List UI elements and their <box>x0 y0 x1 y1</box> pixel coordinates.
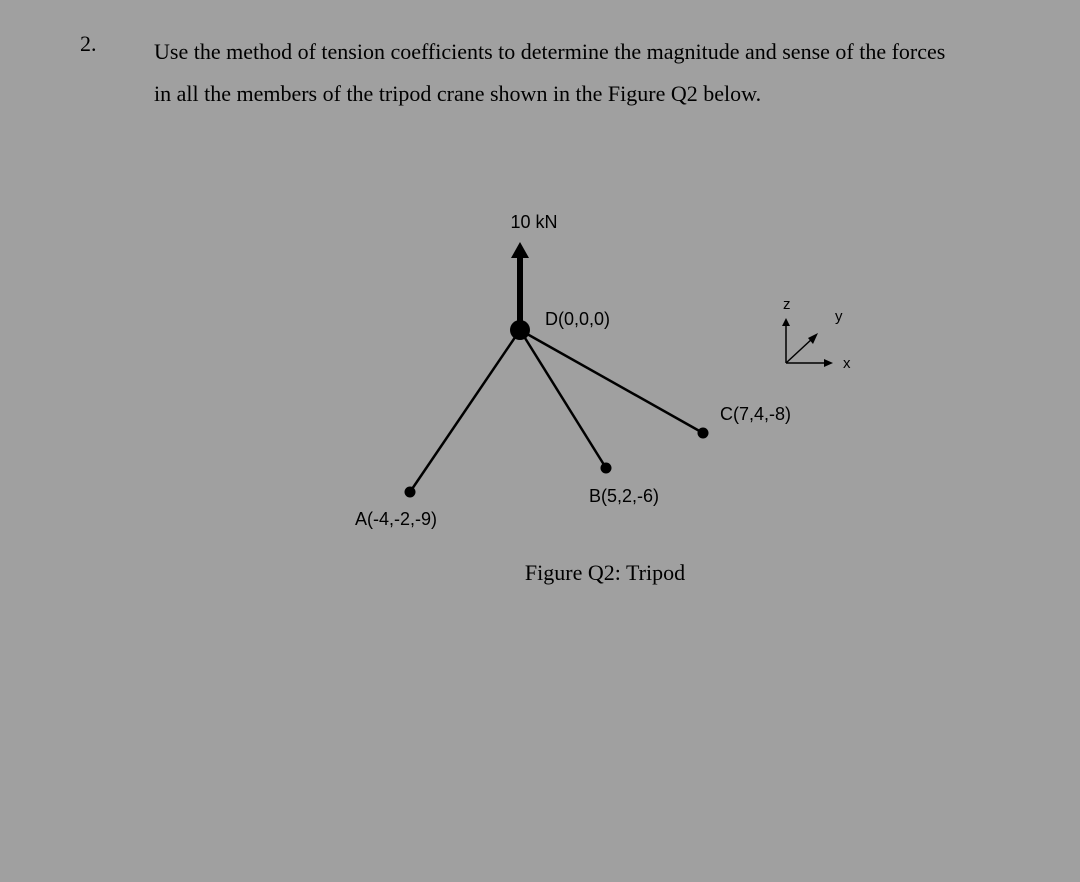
joint-b <box>601 463 612 474</box>
figure-caption: Figure Q2: Tripod <box>524 560 686 585</box>
member-da <box>410 330 520 492</box>
y-axis-label: y <box>835 308 843 325</box>
question-number: 2. <box>80 31 97 56</box>
z-axis-arrowhead <box>782 318 790 326</box>
apex-label: D(0,0,0) <box>545 309 611 329</box>
z-axis-label: z <box>783 296 791 313</box>
x-axis-arrowhead <box>824 359 833 367</box>
question-text-line-1: Use the method of tension coefficients to determine the magnitude and sense of the forces <box>154 39 946 64</box>
question-text-line-2: in all the members of the tripod crane shown in the Figure Q2 below. <box>154 81 762 106</box>
y-axis-arrowhead <box>808 333 818 344</box>
member-db <box>520 330 606 468</box>
joint-d <box>510 320 530 340</box>
joint-c <box>698 428 709 439</box>
member-dc <box>520 330 703 433</box>
support-c-label: C(7,4,-8) <box>720 404 792 424</box>
load-label: 10 kN <box>510 212 558 232</box>
y-axis-line <box>786 338 813 363</box>
support-b-label: B(5,2,-6) <box>589 486 660 506</box>
axis-triad <box>782 296 851 372</box>
load-arrow-head <box>511 242 529 258</box>
x-axis-label: x <box>843 355 851 372</box>
support-a-label: A(-4,-2,-9) <box>355 509 438 529</box>
joint-a <box>405 487 416 498</box>
